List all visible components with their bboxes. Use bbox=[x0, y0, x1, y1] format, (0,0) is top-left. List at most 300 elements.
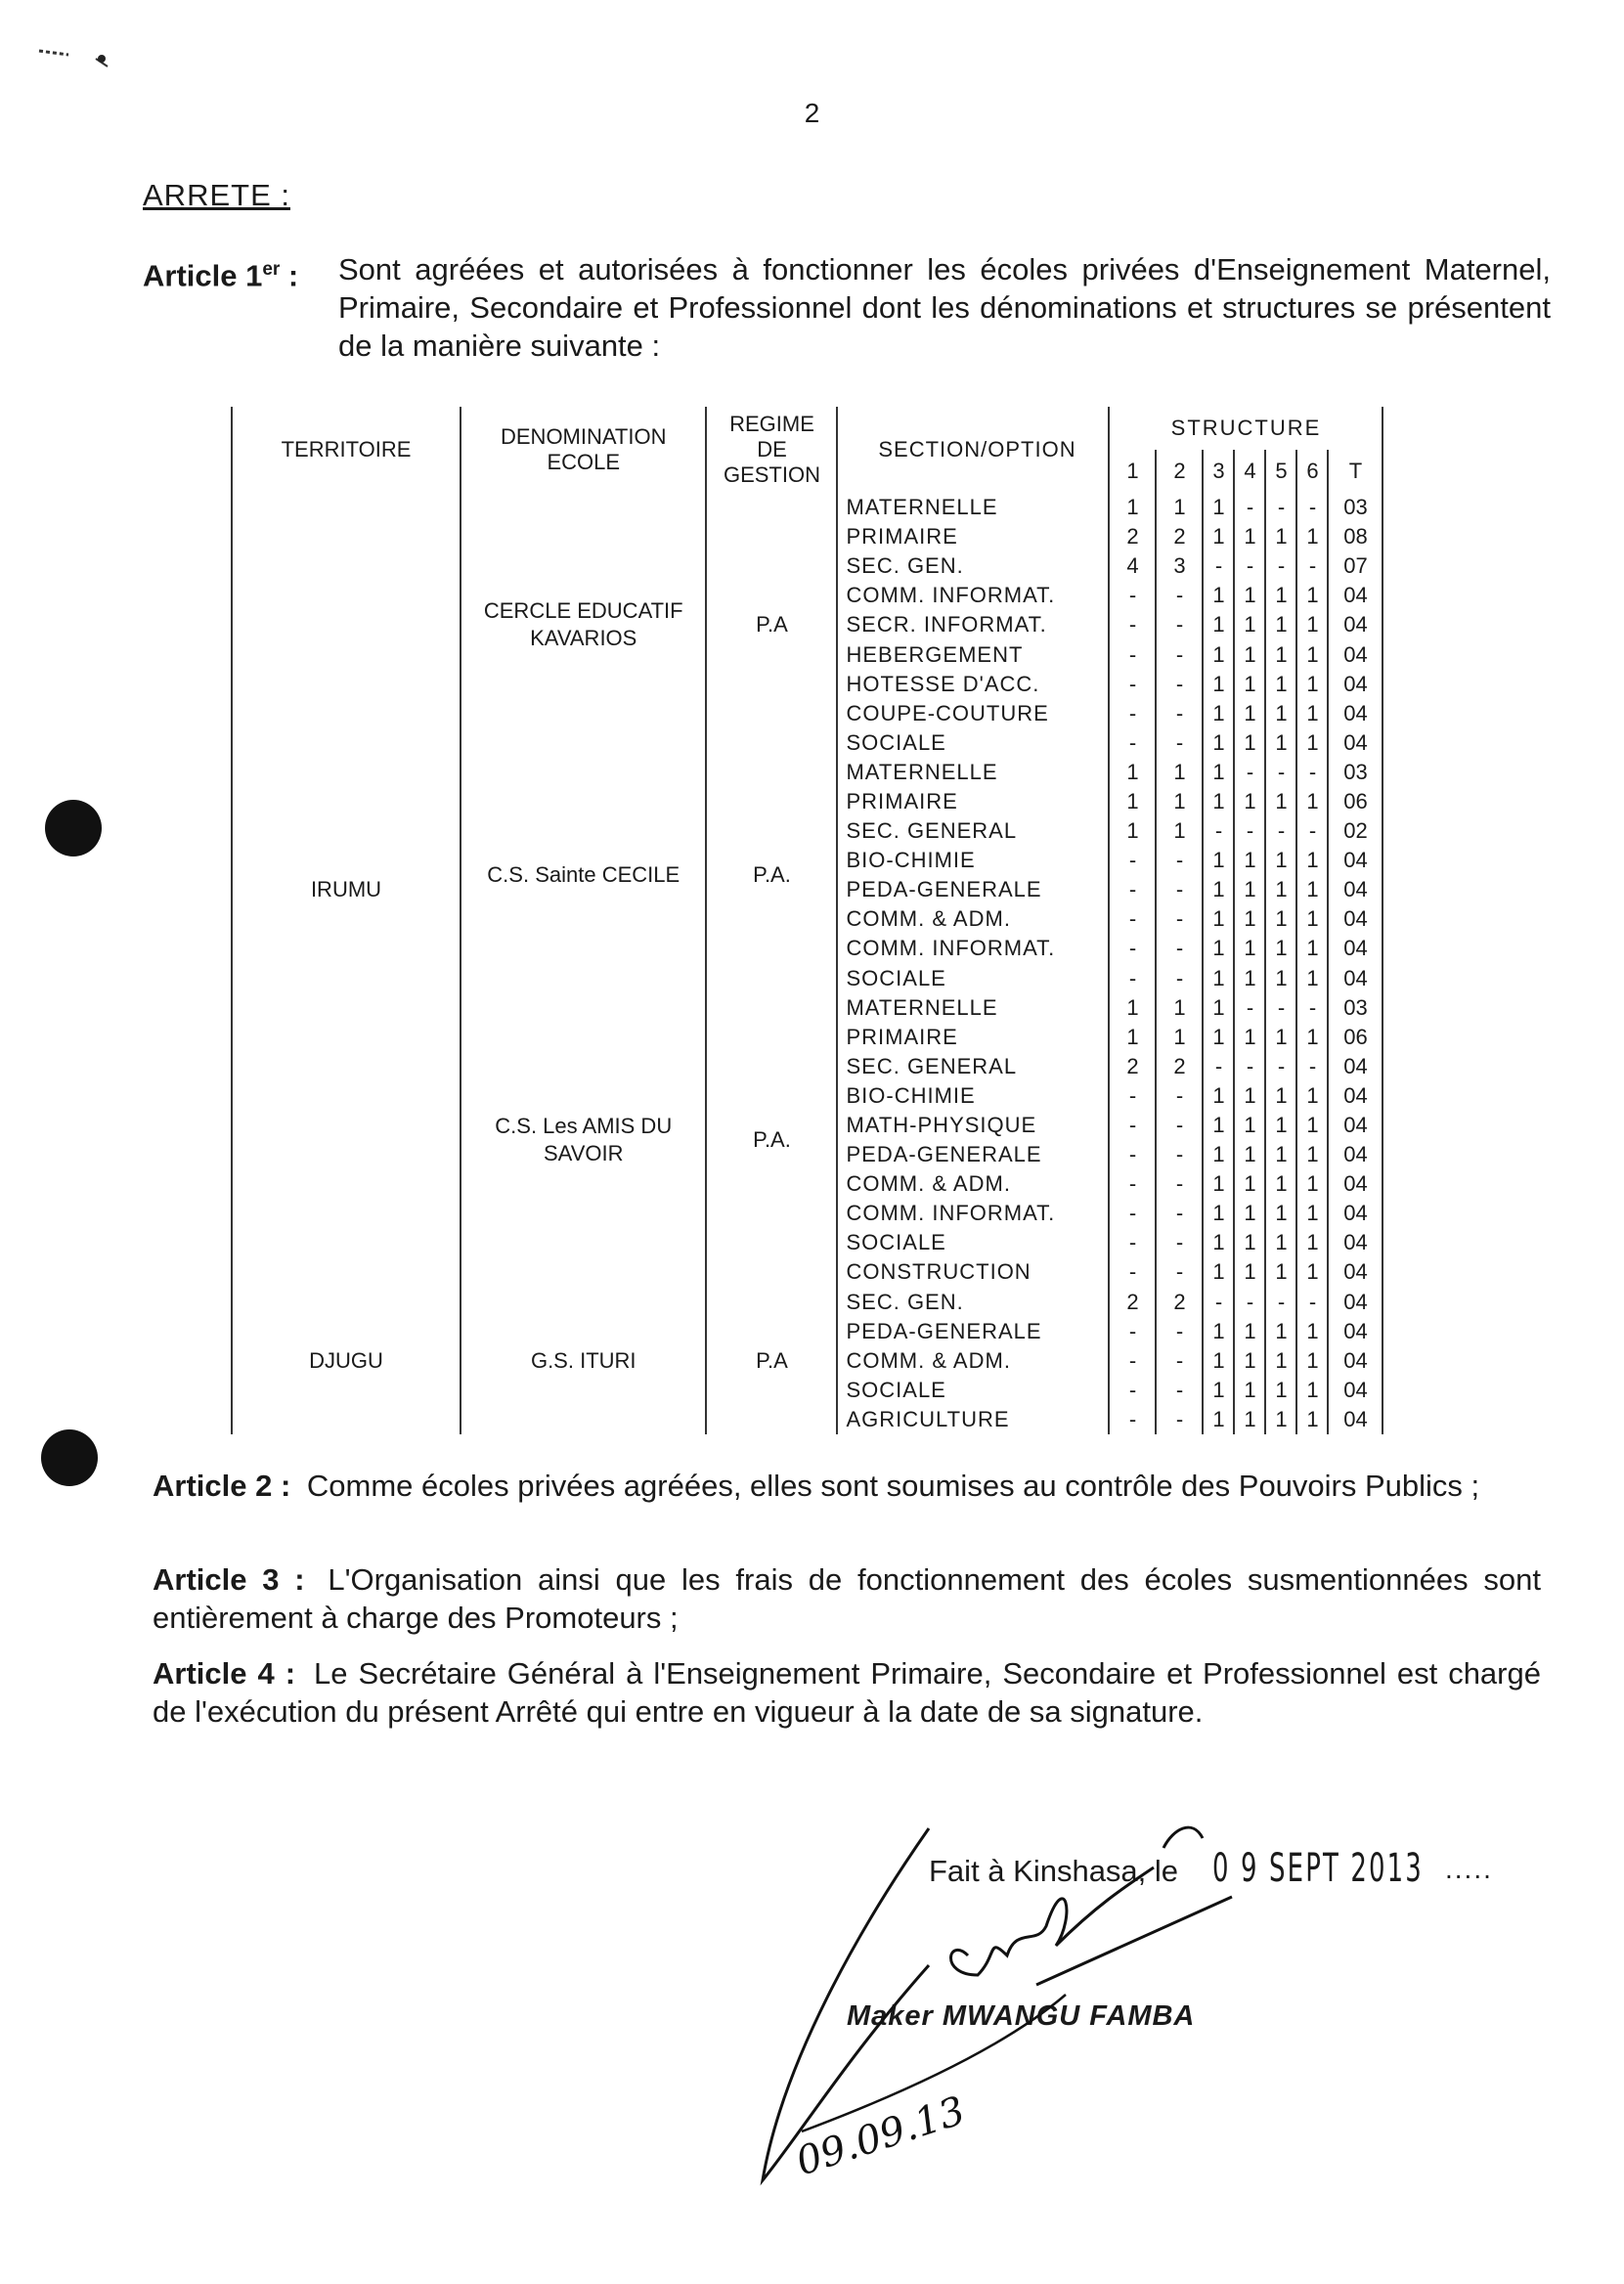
structure-cell: 1 bbox=[1234, 1140, 1265, 1169]
structure-cell: 1 bbox=[1265, 610, 1296, 639]
structure-cell: 1 bbox=[1265, 1346, 1296, 1376]
punch-hole bbox=[41, 1429, 98, 1486]
section-option-cell: COMM. INFORMAT. bbox=[837, 934, 1109, 963]
structure-cell: - bbox=[1156, 1257, 1203, 1287]
structure-cell: 1 bbox=[1265, 875, 1296, 904]
school-name-cell: C.S. Sainte CECILE bbox=[461, 758, 706, 993]
header-col-6: 6 bbox=[1296, 450, 1328, 493]
total-cell: 03 bbox=[1328, 493, 1383, 522]
article-3-label: Article 3 : bbox=[153, 1562, 305, 1597]
article-2-text: Comme écoles privées agréées, elles sont soumises au contrôle des Pouvoirs Publics ; bbox=[306, 1469, 1480, 1503]
total-cell: 03 bbox=[1328, 758, 1383, 787]
section-option-cell: AGRICULTURE bbox=[837, 1405, 1109, 1434]
structure-cell: 1 bbox=[1296, 934, 1328, 963]
structure-cell: 1 bbox=[1234, 728, 1265, 758]
total-cell: 04 bbox=[1328, 1169, 1383, 1199]
structure-cell: - bbox=[1156, 728, 1203, 758]
section-option-cell: COMM. & ADM. bbox=[837, 1169, 1109, 1199]
total-cell: 04 bbox=[1328, 1346, 1383, 1376]
structure-cell: - bbox=[1265, 758, 1296, 787]
structure-cell: 1 bbox=[1265, 1111, 1296, 1140]
structure-cell: 1 bbox=[1234, 875, 1265, 904]
structure-cell: - bbox=[1265, 1288, 1296, 1317]
header-col-t: T bbox=[1328, 450, 1383, 493]
section-option-cell: COMM. INFORMAT. bbox=[837, 581, 1109, 610]
regime-cell: P.A. bbox=[706, 993, 837, 1288]
structure-cell: - bbox=[1109, 1169, 1156, 1199]
structure-cell: 1 bbox=[1296, 1199, 1328, 1228]
structure-cell: 1 bbox=[1109, 758, 1156, 787]
structure-cell: 1 bbox=[1265, 934, 1296, 963]
section-option-cell: BIO-CHIMIE bbox=[837, 846, 1109, 875]
structure-cell: 1 bbox=[1265, 1376, 1296, 1405]
structure-cell: 1 bbox=[1296, 846, 1328, 875]
structure-cell: - bbox=[1296, 551, 1328, 581]
structure-cell: - bbox=[1156, 1317, 1203, 1346]
structure-cell: 1 bbox=[1109, 816, 1156, 846]
total-cell: 08 bbox=[1328, 522, 1383, 551]
total-cell: 04 bbox=[1328, 1140, 1383, 1169]
section-option-cell: CONSTRUCTION bbox=[837, 1257, 1109, 1287]
structure-cell: 1 bbox=[1156, 493, 1203, 522]
structure-cell: - bbox=[1156, 934, 1203, 963]
total-cell: 06 bbox=[1328, 787, 1383, 816]
structure-cell: 1 bbox=[1296, 1111, 1328, 1140]
article-1-label: Article 1er : bbox=[143, 258, 299, 293]
structure-cell: - bbox=[1156, 1111, 1203, 1140]
structure-cell: - bbox=[1296, 1288, 1328, 1317]
structure-cell: 4 bbox=[1109, 551, 1156, 581]
structure-cell: 1 bbox=[1296, 1169, 1328, 1199]
section-option-cell: SOCIALE bbox=[837, 728, 1109, 758]
structure-cell: 1 bbox=[1265, 728, 1296, 758]
structure-cell: - bbox=[1156, 639, 1203, 669]
header-structure: STRUCTURE bbox=[1109, 407, 1383, 450]
table-row bbox=[232, 1288, 1383, 1317]
structure-cell: 1 bbox=[1265, 904, 1296, 934]
total-cell: 04 bbox=[1328, 904, 1383, 934]
structure-cell: 1 bbox=[1203, 964, 1234, 993]
structure-cell: - bbox=[1109, 1140, 1156, 1169]
structure-cell: - bbox=[1156, 846, 1203, 875]
total-cell: 04 bbox=[1328, 1257, 1383, 1287]
structure-cell: 1 bbox=[1234, 787, 1265, 816]
signature-dots: ..... bbox=[1445, 1854, 1493, 1884]
total-cell: 04 bbox=[1328, 1081, 1383, 1111]
structure-cell: - bbox=[1109, 934, 1156, 963]
structure-cell: 1 bbox=[1203, 493, 1234, 522]
structure-cell: - bbox=[1156, 1081, 1203, 1111]
structure-cell: - bbox=[1265, 816, 1296, 846]
structure-cell: 1 bbox=[1234, 934, 1265, 963]
section-option-cell: COMM. & ADM. bbox=[837, 904, 1109, 934]
structure-cell: - bbox=[1203, 551, 1234, 581]
structure-cell: 1 bbox=[1203, 1317, 1234, 1346]
scan-mark bbox=[29, 29, 147, 68]
structure-cell: 1 bbox=[1109, 1023, 1156, 1052]
structure-cell: 1 bbox=[1234, 610, 1265, 639]
structure-cell: 1 bbox=[1234, 1346, 1265, 1376]
structure-cell: 1 bbox=[1203, 581, 1234, 610]
article-4-label: Article 4 : bbox=[153, 1656, 296, 1691]
section-option-cell: MATH-PHYSIQUE bbox=[837, 1111, 1109, 1140]
section-option-cell: SEC. GEN. bbox=[837, 1288, 1109, 1317]
section-option-cell: PRIMAIRE bbox=[837, 522, 1109, 551]
structure-cell: 1 bbox=[1234, 581, 1265, 610]
structure-cell: - bbox=[1109, 1081, 1156, 1111]
structure-cell: 1 bbox=[1296, 670, 1328, 699]
structure-cell: 1 bbox=[1234, 1169, 1265, 1199]
school-name-cell: G.S. ITURI bbox=[461, 1288, 706, 1434]
total-cell: 04 bbox=[1328, 1111, 1383, 1140]
structure-cell: 1 bbox=[1234, 846, 1265, 875]
total-cell: 04 bbox=[1328, 1317, 1383, 1346]
arrete-heading: ARRETE : bbox=[143, 178, 290, 212]
structure-cell: - bbox=[1234, 993, 1265, 1023]
structure-cell: 1 bbox=[1109, 493, 1156, 522]
total-cell: 04 bbox=[1328, 1228, 1383, 1257]
structure-cell: 1 bbox=[1234, 1199, 1265, 1228]
structure-cell: - bbox=[1156, 1169, 1203, 1199]
structure-cell: 1 bbox=[1265, 1023, 1296, 1052]
structure-cell: 1 bbox=[1156, 816, 1203, 846]
structure-cell: 1 bbox=[1265, 964, 1296, 993]
structure-cell: 1 bbox=[1296, 699, 1328, 728]
structure-cell: 1 bbox=[1265, 581, 1296, 610]
structure-cell: 1 bbox=[1203, 1140, 1234, 1169]
structure-cell: 1 bbox=[1296, 728, 1328, 758]
section-option-cell: PRIMAIRE bbox=[837, 1023, 1109, 1052]
total-cell: 04 bbox=[1328, 934, 1383, 963]
structure-cell: - bbox=[1234, 1288, 1265, 1317]
structure-cell: 1 bbox=[1296, 964, 1328, 993]
structure-cell: - bbox=[1109, 728, 1156, 758]
structure-cell: 1 bbox=[1265, 1228, 1296, 1257]
total-cell: 04 bbox=[1328, 1405, 1383, 1434]
structure-cell: - bbox=[1109, 1317, 1156, 1346]
structure-cell: 1 bbox=[1265, 1317, 1296, 1346]
total-cell: 04 bbox=[1328, 639, 1383, 669]
structure-cell: 1 bbox=[1296, 639, 1328, 669]
structure-cell: 1 bbox=[1234, 522, 1265, 551]
structure-cell: 1 bbox=[1203, 1081, 1234, 1111]
header-territoire: TERRITOIRE bbox=[232, 407, 461, 493]
structure-cell: 2 bbox=[1109, 1288, 1156, 1317]
structure-cell: - bbox=[1156, 964, 1203, 993]
structure-cell: 1 bbox=[1265, 1199, 1296, 1228]
total-cell: 04 bbox=[1328, 1199, 1383, 1228]
structure-cell: 1 bbox=[1296, 522, 1328, 551]
total-cell: 04 bbox=[1328, 670, 1383, 699]
territoire-cell: IRUMU bbox=[232, 493, 461, 1288]
structure-cell: - bbox=[1156, 581, 1203, 610]
section-option-cell: COUPE-COUTURE bbox=[837, 699, 1109, 728]
header-col-3: 3 bbox=[1203, 450, 1234, 493]
structure-cell: 1 bbox=[1234, 1081, 1265, 1111]
structure-cell: - bbox=[1234, 816, 1265, 846]
school-name-cell: C.S. Les AMIS DU SAVOIR bbox=[461, 993, 706, 1288]
structure-cell: 1 bbox=[1296, 1405, 1328, 1434]
structure-cell: 1 bbox=[1265, 846, 1296, 875]
section-option-cell: SOCIALE bbox=[837, 1228, 1109, 1257]
article-3-text: L'Organisation ainsi que les frais de fonctionnement des écoles susmentionnées sont entièrement à charge des Promoteurs ; bbox=[153, 1562, 1541, 1635]
structure-cell: - bbox=[1109, 1111, 1156, 1140]
structure-cell: - bbox=[1156, 875, 1203, 904]
structure-cell: 1 bbox=[1296, 787, 1328, 816]
header-col-1: 1 bbox=[1109, 450, 1156, 493]
header-denomination: DENOMINATION ECOLE bbox=[461, 407, 706, 493]
signature-date: 0 9 SEPT 2013 bbox=[1212, 1846, 1424, 1891]
structure-cell: 1 bbox=[1265, 1257, 1296, 1287]
section-option-cell: PRIMAIRE bbox=[837, 787, 1109, 816]
section-option-cell: HOTESSE D'ACC. bbox=[837, 670, 1109, 699]
structure-cell: 1 bbox=[1296, 875, 1328, 904]
territoire-cell: DJUGU bbox=[232, 1288, 461, 1434]
section-option-cell: SOCIALE bbox=[837, 1376, 1109, 1405]
structure-cell: 1 bbox=[1296, 1257, 1328, 1287]
structure-cell: 1 bbox=[1234, 1228, 1265, 1257]
regime-cell: P.A. bbox=[706, 758, 837, 993]
structure-cell: - bbox=[1265, 551, 1296, 581]
structure-cell: - bbox=[1203, 816, 1234, 846]
structure-cell: 1 bbox=[1203, 758, 1234, 787]
structure-cell: - bbox=[1109, 1257, 1156, 1287]
total-cell: 03 bbox=[1328, 993, 1383, 1023]
regime-cell: P.A bbox=[706, 1288, 837, 1434]
structure-cell: - bbox=[1109, 904, 1156, 934]
structure-cell: 1 bbox=[1203, 728, 1234, 758]
structure-cell: 1 bbox=[1234, 1405, 1265, 1434]
school-name-cell: CERCLE EDUCATIF KAVARIOS bbox=[461, 493, 706, 758]
structure-cell: 1 bbox=[1156, 1023, 1203, 1052]
total-cell: 02 bbox=[1328, 816, 1383, 846]
section-option-cell: COMM. & ADM. bbox=[837, 1346, 1109, 1376]
structure-cell: 1 bbox=[1234, 964, 1265, 993]
structure-cell: - bbox=[1109, 1405, 1156, 1434]
structure-cell: 1 bbox=[1234, 1317, 1265, 1346]
structure-cell: 1 bbox=[1203, 699, 1234, 728]
structure-cell: - bbox=[1109, 610, 1156, 639]
structure-cell: - bbox=[1109, 670, 1156, 699]
structure-cell: 1 bbox=[1265, 1169, 1296, 1199]
structure-cell: - bbox=[1156, 1405, 1203, 1434]
structure-cell: 1 bbox=[1203, 1169, 1234, 1199]
structure-cell: - bbox=[1109, 1228, 1156, 1257]
structure-cell: - bbox=[1109, 964, 1156, 993]
structure-cell: 1 bbox=[1265, 699, 1296, 728]
total-cell: 04 bbox=[1328, 846, 1383, 875]
page-number: 2 bbox=[804, 98, 820, 128]
structure-cell: 1 bbox=[1203, 639, 1234, 669]
structure-cell: 1 bbox=[1265, 639, 1296, 669]
structure-cell: 1 bbox=[1203, 1376, 1234, 1405]
structure-cell: - bbox=[1265, 493, 1296, 522]
signer-name: Maker MWANGU FAMBA bbox=[847, 2000, 1196, 2032]
structure-cell: - bbox=[1234, 493, 1265, 522]
structure-cell: 1 bbox=[1203, 904, 1234, 934]
header-col-4: 4 bbox=[1234, 450, 1265, 493]
structure-cell: 1 bbox=[1265, 670, 1296, 699]
section-option-cell: SOCIALE bbox=[837, 964, 1109, 993]
section-option-cell: MATERNELLE bbox=[837, 758, 1109, 787]
structure-cell: 1 bbox=[1265, 1081, 1296, 1111]
structure-cell: 1 bbox=[1234, 670, 1265, 699]
section-option-cell: BIO-CHIMIE bbox=[837, 1081, 1109, 1111]
section-option-cell: SEC. GEN. bbox=[837, 551, 1109, 581]
structure-cell: 1 bbox=[1265, 1140, 1296, 1169]
structure-cell: 1 bbox=[1296, 1228, 1328, 1257]
structure-cell: - bbox=[1234, 551, 1265, 581]
section-option-cell: MATERNELLE bbox=[837, 993, 1109, 1023]
structure-cell: 1 bbox=[1296, 1081, 1328, 1111]
structure-cell: - bbox=[1296, 816, 1328, 846]
structure-cell: 1 bbox=[1156, 758, 1203, 787]
structure-cell: - bbox=[1296, 1052, 1328, 1081]
structure-cell: 1 bbox=[1234, 639, 1265, 669]
structure-cell: 1 bbox=[1203, 787, 1234, 816]
structure-cell: 1 bbox=[1203, 522, 1234, 551]
structure-cell: - bbox=[1109, 639, 1156, 669]
structure-cell: 1 bbox=[1109, 787, 1156, 816]
structure-cell: - bbox=[1234, 758, 1265, 787]
structure-cell: 1 bbox=[1296, 904, 1328, 934]
total-cell: 04 bbox=[1328, 964, 1383, 993]
punch-hole bbox=[45, 800, 102, 856]
structure-cell: - bbox=[1296, 493, 1328, 522]
signature-place: Fait à Kinshasa, le bbox=[929, 1854, 1179, 1888]
structure-cell: - bbox=[1296, 993, 1328, 1023]
table-row bbox=[232, 493, 1383, 522]
structure-cell: 2 bbox=[1156, 1052, 1203, 1081]
structure-cell: 1 bbox=[1234, 1111, 1265, 1140]
structure-cell: - bbox=[1109, 846, 1156, 875]
structure-cell: - bbox=[1156, 1346, 1203, 1376]
structure-cell: - bbox=[1203, 1288, 1234, 1317]
header-regime: REGIME DE GESTION bbox=[706, 407, 837, 493]
structure-cell: 1 bbox=[1234, 699, 1265, 728]
structure-cell: 1 bbox=[1203, 846, 1234, 875]
structure-cell: - bbox=[1296, 758, 1328, 787]
structure-cell: 1 bbox=[1156, 993, 1203, 1023]
structure-cell: 1 bbox=[1234, 1257, 1265, 1287]
structure-cell: - bbox=[1156, 610, 1203, 639]
structure-cell: - bbox=[1156, 1140, 1203, 1169]
structure-cell: - bbox=[1156, 699, 1203, 728]
structure-cell: - bbox=[1203, 1052, 1234, 1081]
structure-cell: 1 bbox=[1296, 581, 1328, 610]
total-cell: 04 bbox=[1328, 1376, 1383, 1405]
total-cell: 04 bbox=[1328, 728, 1383, 758]
structure-cell: 1 bbox=[1203, 670, 1234, 699]
structure-cell: 1 bbox=[1265, 787, 1296, 816]
structure-cell: 1 bbox=[1203, 1257, 1234, 1287]
regime-cell: P.A bbox=[706, 493, 837, 758]
structure-cell: 1 bbox=[1203, 610, 1234, 639]
section-option-cell: COMM. INFORMAT. bbox=[837, 1199, 1109, 1228]
structure-cell: 1 bbox=[1156, 787, 1203, 816]
total-cell: 04 bbox=[1328, 1288, 1383, 1317]
structure-cell: - bbox=[1156, 1199, 1203, 1228]
structure-cell: 1 bbox=[1265, 1405, 1296, 1434]
total-cell: 04 bbox=[1328, 699, 1383, 728]
structure-cell: 1 bbox=[1234, 1376, 1265, 1405]
total-cell: 04 bbox=[1328, 875, 1383, 904]
section-option-cell: SECR. INFORMAT. bbox=[837, 610, 1109, 639]
section-option-cell: SEC. GENERAL bbox=[837, 816, 1109, 846]
structure-cell: 1 bbox=[1203, 993, 1234, 1023]
section-option-cell: PEDA-GENERALE bbox=[837, 1317, 1109, 1346]
handwritten-date: 09.09.13 bbox=[790, 2087, 971, 2185]
total-cell: 06 bbox=[1328, 1023, 1383, 1052]
article-1-text: Sont agréées et autorisées à fonctionner les écoles privées d'Enseignement Maternel, Primaire, Secondaire et Professionnel dont les dénominations et structures se présentent de la manière suivante : bbox=[338, 252, 1551, 363]
article-4-text: Le Secrétaire Général à l'Enseignement Primaire, Secondaire et Professionnel est chargé de l'exécution du présent Arrêté qui entre en vigueur à la date de sa signature. bbox=[153, 1656, 1541, 1729]
structure-cell: 1 bbox=[1203, 1023, 1234, 1052]
structure-cell: 2 bbox=[1109, 1052, 1156, 1081]
schools-table bbox=[231, 407, 1383, 1434]
structure-cell: 1 bbox=[1203, 1111, 1234, 1140]
structure-cell: 1 bbox=[1296, 1317, 1328, 1346]
structure-cell: 1 bbox=[1296, 1346, 1328, 1376]
structure-cell: 3 bbox=[1156, 551, 1203, 581]
structure-cell: 1 bbox=[1296, 1140, 1328, 1169]
structure-cell: 1 bbox=[1296, 1023, 1328, 1052]
structure-cell: - bbox=[1156, 904, 1203, 934]
structure-cell: - bbox=[1156, 1228, 1203, 1257]
structure-cell: 1 bbox=[1203, 1199, 1234, 1228]
structure-cell: - bbox=[1109, 581, 1156, 610]
header-section: SECTION/OPTION bbox=[837, 407, 1109, 493]
header-col-2: 2 bbox=[1156, 450, 1203, 493]
structure-cell: - bbox=[1234, 1052, 1265, 1081]
structure-cell: 1 bbox=[1203, 875, 1234, 904]
structure-cell: - bbox=[1109, 875, 1156, 904]
article-2-label: Article 2 : bbox=[153, 1469, 291, 1503]
section-option-cell: MATERNELLE bbox=[837, 493, 1109, 522]
structure-cell: - bbox=[1109, 1346, 1156, 1376]
structure-cell: 1 bbox=[1296, 610, 1328, 639]
total-cell: 04 bbox=[1328, 610, 1383, 639]
structure-cell: - bbox=[1109, 1376, 1156, 1405]
structure-cell: 1 bbox=[1296, 1376, 1328, 1405]
structure-cell: 1 bbox=[1203, 934, 1234, 963]
structure-cell: 1 bbox=[1234, 904, 1265, 934]
section-option-cell: PEDA-GENERALE bbox=[837, 1140, 1109, 1169]
structure-cell: 2 bbox=[1109, 522, 1156, 551]
structure-cell: 1 bbox=[1109, 993, 1156, 1023]
total-cell: 04 bbox=[1328, 1052, 1383, 1081]
structure-cell: - bbox=[1109, 699, 1156, 728]
structure-cell: 1 bbox=[1203, 1346, 1234, 1376]
handwritten-signature bbox=[743, 1809, 1291, 2200]
structure-cell: - bbox=[1265, 993, 1296, 1023]
structure-cell: 2 bbox=[1156, 1288, 1203, 1317]
structure-cell: - bbox=[1265, 1052, 1296, 1081]
section-option-cell: HEBERGEMENT bbox=[837, 639, 1109, 669]
total-cell: 07 bbox=[1328, 551, 1383, 581]
section-option-cell: SEC. GENERAL bbox=[837, 1052, 1109, 1081]
header-col-5: 5 bbox=[1265, 450, 1296, 493]
structure-cell: 1 bbox=[1203, 1405, 1234, 1434]
structure-cell: 1 bbox=[1203, 1228, 1234, 1257]
structure-cell: - bbox=[1156, 670, 1203, 699]
structure-cell: - bbox=[1109, 1199, 1156, 1228]
structure-cell: 2 bbox=[1156, 522, 1203, 551]
structure-cell: - bbox=[1156, 1376, 1203, 1405]
structure-cell: 1 bbox=[1265, 522, 1296, 551]
section-option-cell: PEDA-GENERALE bbox=[837, 875, 1109, 904]
structure-cell: 1 bbox=[1234, 1023, 1265, 1052]
total-cell: 04 bbox=[1328, 581, 1383, 610]
